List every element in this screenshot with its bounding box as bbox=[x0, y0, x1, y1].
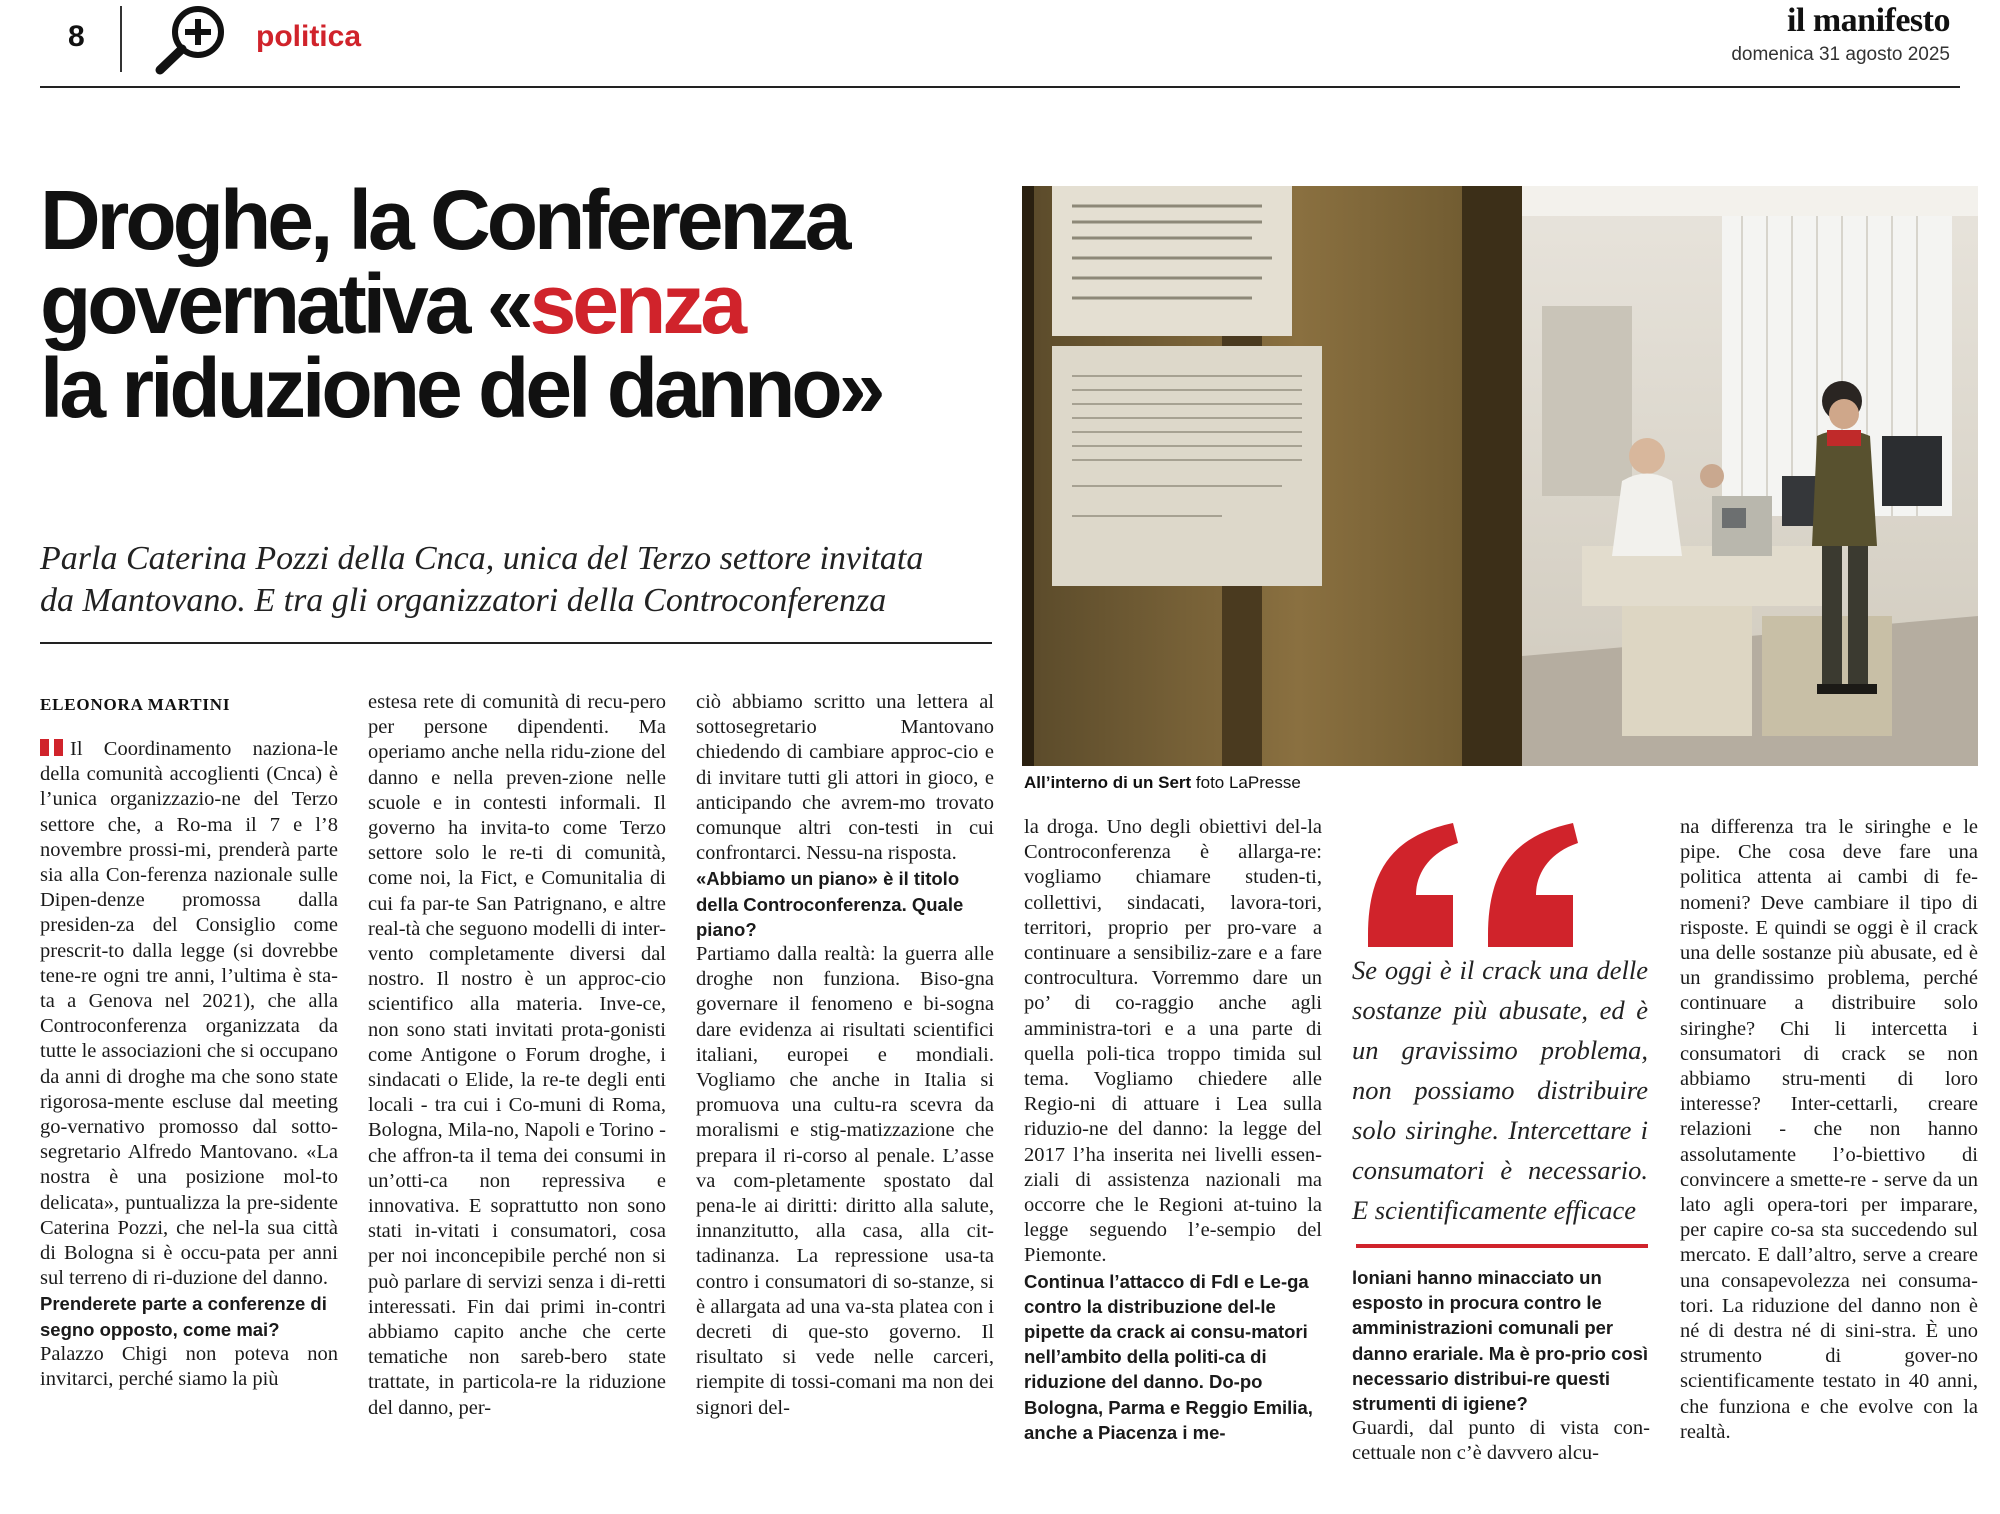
article-column-3 bbox=[696, 690, 994, 1421]
headline-line-1: Droghe, la Conferenza bbox=[40, 173, 848, 267]
magnifier-plus-icon bbox=[150, 2, 232, 76]
article-paragraph: ciò abbiamo scritto una lettera al sottosegretario Mantovano chiedendo di cambiare approc-cio e di invitare tutti gli attori in gioco, e anticipando che avrem-mo trovato comunque altri con-testi in cui confrontarci. Nessu-na risposta. bbox=[696, 691, 994, 865]
headline-line-2: governativa « bbox=[40, 257, 530, 351]
photo-caption-credit: foto LaPresse bbox=[1191, 773, 1301, 792]
article-paragraph: Partiamo dalla realtà: la guerra alle droghe non funziona. Biso-gna governare il fenomeno e bi-sogna dare evidenza ai risultati scientifici italiani, europei e mondiali. Vogliamo che anche in Italia si promuova una cultu-ra scevra da moralismi e stig-matizzazione che prepara il ri-corso al penale. L’asse va com-pletamente spostato dal pena-le ai diritti: diritto alla salute, innanzitutto, alla casa, alla cit-tadinanza. La repressione usa-ta contro i consumatori di so-stanze, si è allargata ad una va-sta platea con i decreti di que-sto governo. Il risultato si vede nelle carceri, riempite di tossi-comani ma non dei signori del- bbox=[696, 943, 994, 1419]
paragraph-mark-icon bbox=[40, 739, 64, 756]
headline bbox=[40, 173, 1010, 435]
interview-question: loniani hanno minacciato un esposto in procura contro le amministrazioni comunali per danno erariale. Ma è pro-prio così necessario distribui-re questi strumenti di igiene? bbox=[1352, 1267, 1649, 1415]
article-paragraph: estesa rete di comunità di recu-pero per persone dipendenti. Ma operiamo anche nella ridu-zione del danno e nella preven-zione nelle scuole e in contesti informali. Il governo ha invita-to come Terzo settore solo le re-ti di comunità, come noi, la Fict, e Comunitalia di cui fa par-te San Patrignano, e altre real-tà che seguono modelli di inter-vento completamente diversi dal nostro. Il nostro è un approc-cio scientifico alla materia. Inve-ce, non sono stati invitati prota-gonisti come Antigone o Forum droghe, i sindacati o Elide, la re-te degli enti locali - tra cui i Co-muni di Roma, Bologna, Mila-no, Napoli e Torino - che affron-ta il tema dei consumi in un’otti-ca non repressiva e innovativa. E soprattutto non sono stati in-vitati i consumatori, cosa per noi inconcepibile perché non si può parlare di servizi senza i di-retti interessati. Fin dai primi in-contri abbiamo capito anche che certe tematiche non sareb-bero state trattate, in particola-re la riduzione del danno, per- bbox=[368, 691, 666, 1419]
pull-quote-rule bbox=[1356, 1244, 1648, 1248]
masthead: il manifesto bbox=[1786, 2, 1950, 39]
issue-date: domenica 31 agosto 2025 bbox=[1731, 44, 1950, 65]
headline-accent: senza bbox=[529, 257, 744, 351]
interview-question: Continua l’attacco di FdI e Le-ga contro la distribuzione del-le pipette da crack ai consu-matori nell’ambito della politi-ca di riduzione del danno. Do-po Bologna, Parma e Reggio Emilia, anche a Piacenza i me- bbox=[1024, 1270, 1313, 1443]
page-number: 8 bbox=[68, 20, 85, 53]
article-column-6 bbox=[1680, 815, 1978, 1445]
pull-quote: Se oggi è il crack una delle sostanze più abusate, ed è un gravissimo problema, non possiamo distribuire solo siringhe. Intercettare i consumatori è necessario. E scientificamente efficace bbox=[1352, 955, 1648, 1225]
header-divider bbox=[120, 6, 122, 72]
header-rule bbox=[40, 86, 1960, 88]
article-paragraph: la droga. Uno degli obiettivi del-la Controconferenza è allarga-re: vogliamo chiamare studen-ti, collettivi, sindacati, lavora-tori, territori, proprio per pro-vare a continuare a sensibiliz-zare e a fare controcultura. Vorremmo dare un po’ di co-raggio anche agli amministra-tori e a una parte di quella poli-tica troppo timida sul tema. Vogliamo chiedere alle Regio-ni di attuare i Lea sulla riduzio-ne del danno: la legge del 2017 l’ha inserita nei livelli essen-ziali di assistenza nazionali ma occorre che le Regioni at-tuino la legge seguendo l’e-sempio del Piemonte. bbox=[1024, 816, 1322, 1267]
quote-marks-icon bbox=[1358, 815, 1598, 955]
article-column-5 bbox=[1352, 1265, 1650, 1467]
photo-illustration bbox=[1022, 186, 1978, 766]
subtitle-line-2: da Mantovano. E tra gli organizzatori della Controconferenza bbox=[40, 582, 887, 619]
paragraph-text: Il Coordinamento naziona-le della comunità accoglienti (Cnca) è l’unica organizzazio-ne del Terzo settore che, a Ro-ma il 7 e l’8 novembre prossi-mi, prenderà parte sia alla Con-ferenza nazionale sulle Dipen-denze promossa dalla presiden-za del Consiglio come prescrit-to dalla legge (si dovrebbe tene-re ogni tre anni, l’ultima è sta-ta a Genova nel 2021), che alla Controconferenza organizzata da tutte le associazioni che si occupano da anni di droghe ma che sono state rigorosa-mente escluse dal meeting go-vernativo promosso dal sotto-segretario Alfredo Mantovano. «La nostra è una posizione mol-to delicata», puntualizza la pre-sidente Caterina Pozzi, che nel-la sua città di Bologna si è occu-pata per anni sul terreno di ri-duzione del danno. bbox=[40, 738, 338, 1290]
article-column-4 bbox=[1024, 815, 1322, 1445]
article-column-1 bbox=[40, 737, 338, 1392]
article-photo bbox=[1022, 186, 1978, 766]
article-paragraph: na differenza tra le siringhe e le pipe. Che cosa deve fare una politica attenta ai cambi di fe-nomeni? Deve cambiare il tipo di risposte. E quindi se oggi è il crack una delle sostanze più abusate, ed è un grandissimo problema, perché continuare a distribuire solo siringhe? Chi li intercetta i consumatori di crack se non abbiamo stru-menti di loro interesse? Inter-cettarli, creare relazioni - che non hanno assolutamente l’o-biettivo di convincere a smette-re - serve da un lato agli opera-tori per imparare, per capire co-sa sta succedendo sul mercato. E dall’altro, serve a creare una consapevolezza nei consuma-tori. La riduzione del danno non è né di destra né di sini-stra. È uno strumento di gover-no scientificamente testato in 40 anni, che funziona e che evolve con la realtà. bbox=[1680, 816, 1978, 1443]
subtitle-line-1: Parla Caterina Pozzi della Cnca, unica del Terzo settore invitata bbox=[40, 540, 924, 577]
photo-caption-title: All’interno di un Sert bbox=[1024, 773, 1192, 792]
interview-question: «Abbiamo un piano» è il titolo della Controconferenza. Quale piano? bbox=[696, 868, 964, 940]
interview-question: Prenderete parte a conferenze di segno opposto, come mai? bbox=[40, 1293, 327, 1340]
section-label: politica bbox=[256, 20, 362, 53]
article-paragraph: Guardi, dal punto di vista con-cettuale non c’è davvero alcu- bbox=[1352, 1417, 1650, 1465]
byline: ELEONORA MARTINI bbox=[40, 695, 231, 714]
subtitle-rule bbox=[40, 642, 992, 644]
article-column-2 bbox=[368, 690, 666, 1421]
photo-caption bbox=[1024, 773, 1924, 793]
headline-line-3: la riduzione del danno» bbox=[40, 341, 882, 435]
article-paragraph bbox=[40, 737, 338, 1291]
subtitle bbox=[40, 538, 1000, 622]
article-paragraph: Palazzo Chigi non poteva non invitarci, perché siamo la più bbox=[40, 1342, 338, 1391]
